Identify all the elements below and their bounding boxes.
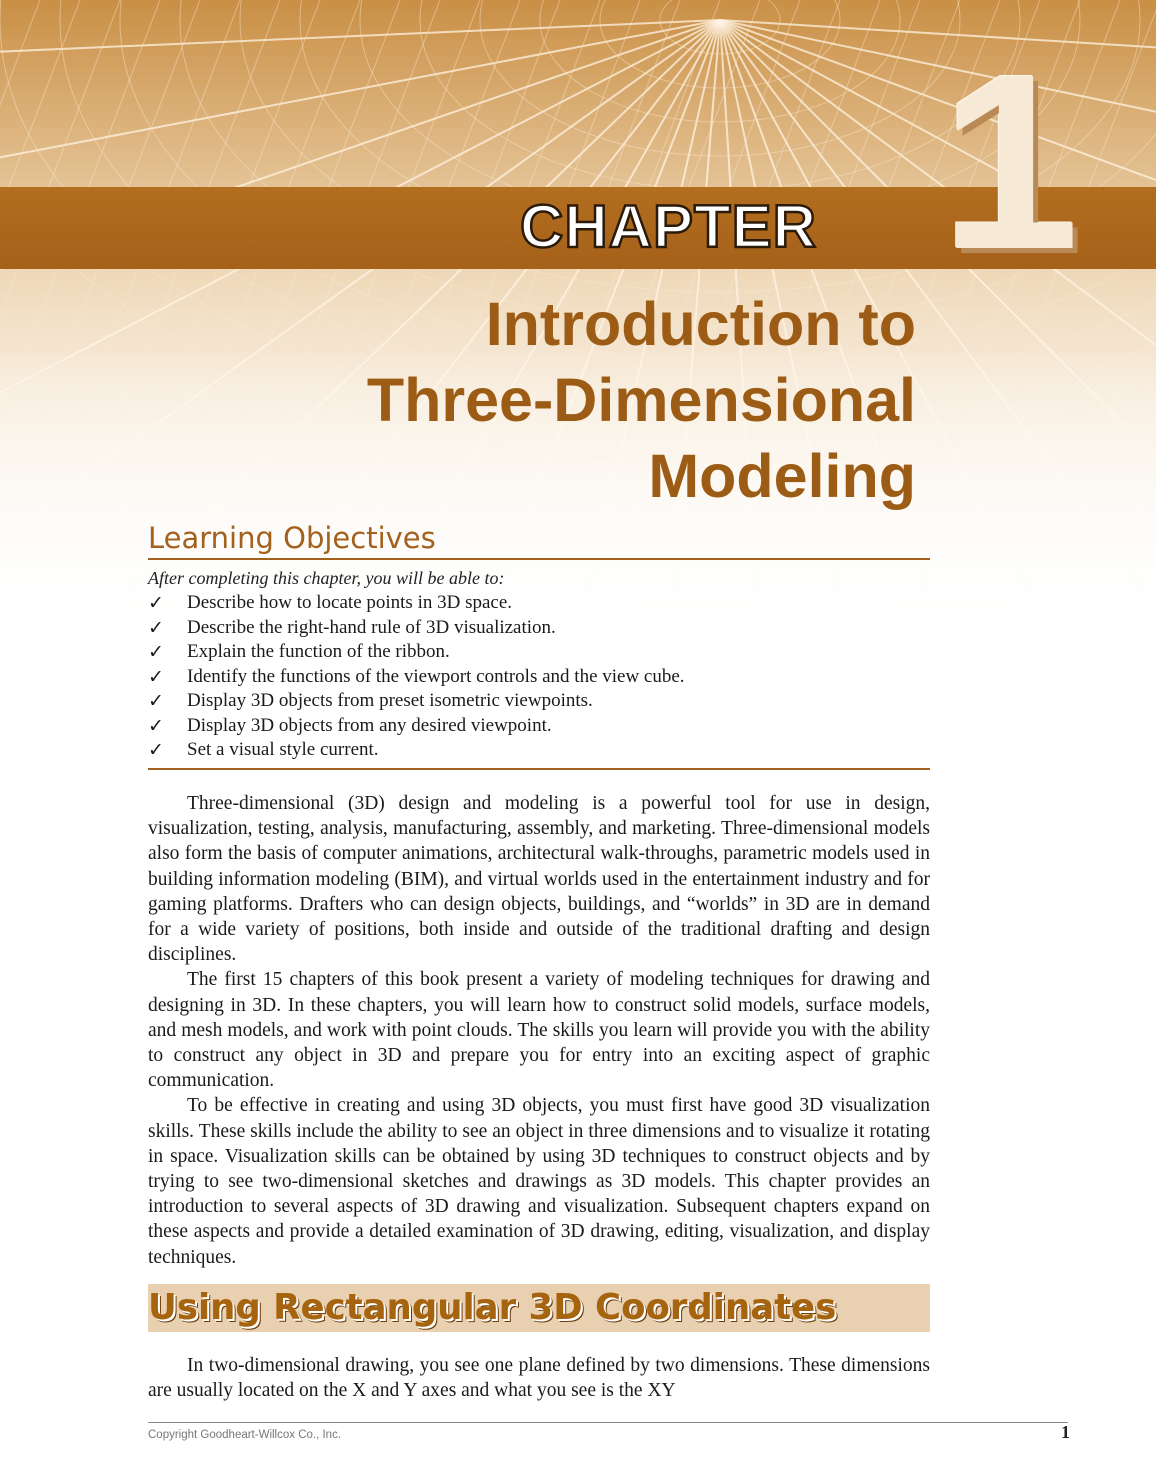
- chapter-intro-text: [148, 791, 930, 1270]
- body-paragraph: The first 15 chapters of this book present a variety of modeling techniques for drawing and designing in 3D. In these chapters, you will learn how to construct solid models, surface models, and mesh models, and work with point clouds. The skills you learn will provide you with the ability to construct any object in 3D and prepare you for entry into an exciting aspect of graphic communication.: [148, 969, 930, 1092]
- objective-item: [148, 689, 930, 714]
- body-paragraph: In two-dimensional drawing, you see one plane defined by two dimensions. These dimensions are usually located on the X and Y axes and what you see is the XY: [148, 1355, 930, 1402]
- page-number: 1: [1061, 1422, 1070, 1442]
- section-text: [148, 1353, 930, 1403]
- section-heading-text: Using Rectangular 3D Coordinates: [148, 1287, 837, 1328]
- chapter-number: 1: [940, 22, 1080, 301]
- check-icon: ✓: [148, 616, 164, 639]
- objectives-top-rule: [148, 558, 930, 560]
- objective-item: [148, 640, 930, 665]
- chapter-title-line: Three-Dimensional: [366, 366, 916, 434]
- objectives-intro: After completing this chapter, you will be able to:: [148, 568, 505, 588]
- objective-item: [148, 665, 930, 690]
- learning-objectives-heading: Learning Objectives: [148, 521, 436, 555]
- objective-text: Set a visual style current.: [187, 739, 379, 760]
- objective-text: Explain the function of the ribbon.: [187, 641, 450, 662]
- objective-item: [148, 738, 930, 763]
- copyright-notice: Copyright Goodheart-Willcox Co., Inc.: [148, 1429, 342, 1441]
- objective-item: [148, 616, 930, 641]
- objectives-bottom-rule: [148, 768, 930, 770]
- section-heading: [148, 1284, 930, 1332]
- objective-text: Identify the functions of the viewport controls and the view cube.: [187, 665, 685, 687]
- check-icon: ✓: [148, 739, 164, 761]
- objective-text: Display 3D objects from any desired viewpoint.: [187, 714, 552, 736]
- check-icon: ✓: [148, 592, 164, 614]
- chapter-label: CHAPTER: [520, 193, 818, 260]
- check-icon: ✓: [148, 690, 164, 712]
- objective-text: Display 3D objects from preset isometric viewpoints.: [187, 690, 593, 711]
- check-icon: ✓: [148, 714, 164, 737]
- footer-rule: [148, 1422, 1068, 1423]
- body-paragraph: To be effective in creating and using 3D objects, you must first have good 3D visualization skills. These skills include the ability to see an object in three dimensions and to visualize it rotating in space. Visualization skills can be obtained by using 3D techniques to construct objects and by trying to see two-dimensional sketches and drawings as 3D models. This chapter provides an introduction to several aspects of 3D drawing and visualization. Subsequent chapters expand on these aspects and provide a detailed examination of 3D drawing, editing, visualization, and display techniques.: [148, 1095, 930, 1268]
- check-icon: ✓: [148, 665, 164, 688]
- body-paragraph: Three-dimensional (3D) design and modeling is a powerful tool for use in design, visualization, testing, analysis, manufacturing, assembly, and marketing. Three-dimensional models also form the basis of computer animations, architectural walk-throughs, parametric models used in building information modeling (BIM), and virtual worlds used in the entertainment industry and for gaming platforms. Drafters who can design objects, buildings, and “worlds” in 3D are in demand for a wide variety of positions, both inside and outside of the traditional drafting and design disciplines.: [148, 793, 930, 966]
- chapter-title: [150, 286, 916, 514]
- chapter-title-line: Introduction to: [485, 290, 916, 358]
- objectives-list: [148, 591, 930, 763]
- objective-text: Describe the right-hand rule of 3D visualization.: [187, 616, 556, 638]
- objective-item: [148, 714, 930, 739]
- chapter-title-line: Modeling: [648, 442, 916, 510]
- objective-item: [148, 591, 930, 616]
- objective-text: Describe how to locate points in 3D space.: [187, 592, 513, 613]
- check-icon: ✓: [148, 641, 164, 663]
